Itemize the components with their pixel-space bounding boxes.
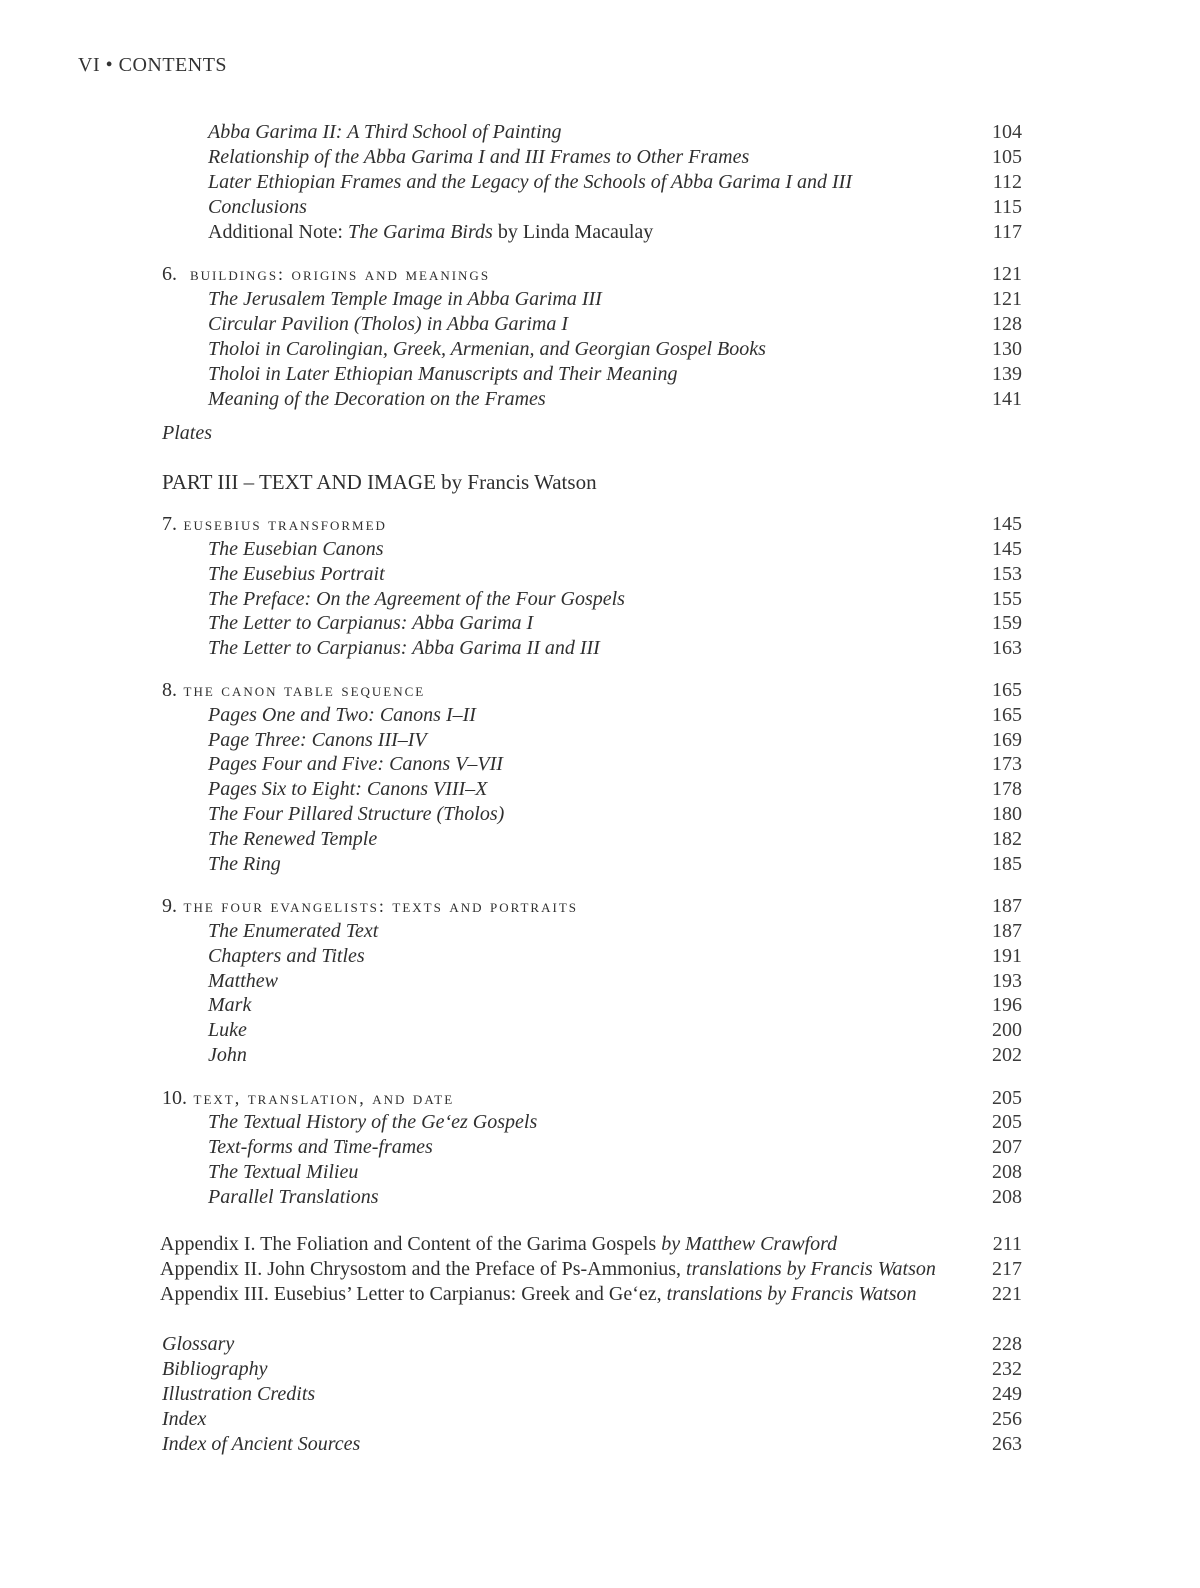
toc-entry-title: Pages Six to Eight: Canons VIII–X <box>208 778 488 800</box>
toc-entry-page: 208 <box>992 1161 1022 1183</box>
note-title: The Garima Birds <box>347 221 493 243</box>
back-matter-entry <box>0 1432 1200 1457</box>
toc-entry-page: 221 <box>992 1283 1022 1305</box>
toc-entry-page: 105 <box>992 146 1022 168</box>
toc-entry-page: 180 <box>992 803 1022 825</box>
toc-entry <box>0 362 1200 387</box>
toc-entry-page: 165 <box>992 704 1022 726</box>
toc-entry <box>0 777 1200 802</box>
toc-entry-page: 232 <box>992 1358 1022 1380</box>
toc-entry-title: The Jerusalem Temple Image in Abba Garima III <box>208 288 602 310</box>
toc-entry-page: 145 <box>992 538 1022 560</box>
chapter-page: 165 <box>992 679 1022 701</box>
appendix-text: Appendix III. Eusebius’ Letter to Carpianus: Greek and Ge‘ez, <box>160 1283 667 1305</box>
toc-entry-page: 182 <box>992 828 1022 850</box>
toc-entry <box>0 728 1200 753</box>
chapter-title: text, translation, and date <box>193 1088 455 1108</box>
toc-entry-page: 115 <box>992 196 1022 218</box>
appendix-author: translations by Francis Watson <box>666 1283 917 1305</box>
toc-entry-page: 207 <box>992 1136 1022 1158</box>
toc-entry-title: Chapters and Titles <box>208 945 365 967</box>
toc-entry <box>0 145 1200 170</box>
chapter-page: 205 <box>992 1087 1022 1109</box>
toc-entry-page: 121 <box>992 288 1022 310</box>
chapter-heading <box>0 1086 1200 1111</box>
toc-entry-page: 208 <box>992 1186 1022 1208</box>
toc-entry <box>0 1185 1200 1210</box>
toc-entry <box>0 919 1200 944</box>
part-author: by Francis Watson <box>435 470 597 494</box>
toc-entry <box>0 703 1200 728</box>
appendix-text: Appendix II. John Chrysostom and the Preface of Ps-Ammonius, <box>160 1258 687 1280</box>
chapter-title: eusebius transformed <box>183 514 387 534</box>
toc-entry-title: Luke <box>208 1019 247 1041</box>
toc-entry <box>0 827 1200 852</box>
toc-entry <box>0 1135 1200 1160</box>
toc-entry <box>0 1018 1200 1043</box>
back-matter-title: Illustration Credits <box>162 1383 316 1405</box>
toc-entry-title: Text-forms and Time-frames <box>208 1136 433 1158</box>
toc-entry <box>0 1160 1200 1185</box>
toc-entry-page: 130 <box>992 338 1022 360</box>
chapter-number: 6. <box>162 263 177 285</box>
toc-entry-page: 141 <box>992 388 1022 410</box>
toc-entry <box>0 195 1200 220</box>
chapter-title: buildings: origins and meanings <box>190 264 491 284</box>
chapter-number: 7. <box>162 513 177 535</box>
chapter-number: 8. <box>162 679 177 701</box>
toc-entry-title: Conclusions <box>208 196 307 218</box>
toc-entry <box>0 1110 1200 1135</box>
appendix-text: Appendix I. The Foliation and Content of the Garima Gospels <box>160 1233 662 1255</box>
back-matter-entry <box>0 1407 1200 1432</box>
chapter-number: 10. <box>162 1087 187 1109</box>
toc-entry-page: 173 <box>992 753 1022 775</box>
toc-entry-page: 139 <box>992 363 1022 385</box>
toc-entry-title: The Enumerated Text <box>208 920 379 942</box>
toc-entry-page: 185 <box>992 853 1022 875</box>
toc-entry-title: The Letter to Carpianus: Abba Garima II and III <box>208 637 600 659</box>
toc-entry-page: 128 <box>992 313 1022 335</box>
note-prefix: Additional Note: <box>208 221 348 243</box>
toc-entry-page: 191 <box>992 945 1022 967</box>
toc-entry-page: 196 <box>992 994 1022 1016</box>
toc-entry-title: The Eusebian Canons <box>208 538 384 560</box>
note-suffix: by Linda Macaulay <box>492 221 654 243</box>
toc-entry <box>0 969 1200 994</box>
toc-entry-page: 200 <box>992 1019 1022 1041</box>
toc-entry-title: Mark <box>208 994 252 1016</box>
toc-entry <box>0 537 1200 562</box>
toc-entry <box>0 993 1200 1018</box>
back-matter-entry <box>0 1382 1200 1407</box>
toc-entry <box>0 802 1200 827</box>
toc-entry-title: Abba Garima II: A Third School of Painting <box>208 121 562 143</box>
toc-entry-page: 155 <box>992 588 1022 610</box>
toc-entry-page: 263 <box>992 1433 1022 1455</box>
chapter-page: 187 <box>992 895 1022 917</box>
toc-entry <box>0 944 1200 969</box>
toc-entry-page: 178 <box>992 778 1022 800</box>
toc-entry-additional-note <box>0 220 1200 245</box>
back-matter-title: Index <box>162 1408 207 1430</box>
appendix-entry <box>0 1282 1200 1307</box>
chapter-page: 145 <box>992 513 1022 535</box>
toc-entry <box>0 852 1200 877</box>
toc-entry <box>0 752 1200 777</box>
toc-entry-page: 159 <box>992 612 1022 634</box>
chapter-title: the four evangelists: texts and portraits <box>183 896 578 916</box>
toc-entry <box>0 636 1200 661</box>
running-header: VI • CONTENTS <box>78 54 228 76</box>
back-matter-entry <box>0 1357 1200 1382</box>
plates-title: Plates <box>162 422 212 444</box>
toc-entry-title: Parallel Translations <box>208 1186 379 1208</box>
toc-entry-page: 256 <box>992 1408 1022 1430</box>
toc-entry-title: The Textual Milieu <box>208 1161 359 1183</box>
toc-entry-page: 112 <box>992 171 1022 193</box>
toc-entry-page: 205 <box>992 1111 1022 1133</box>
toc-entry-page: 249 <box>992 1383 1022 1405</box>
toc-entry <box>0 312 1200 337</box>
back-matter-title: Index of Ancient Sources <box>162 1433 361 1455</box>
toc-entry-title: Matthew <box>208 970 278 992</box>
back-matter-title: Bibliography <box>162 1358 268 1380</box>
toc-entry <box>0 587 1200 612</box>
toc-entry-page: 153 <box>992 563 1022 585</box>
chapter-heading <box>0 894 1200 919</box>
toc-entry <box>0 387 1200 412</box>
chapter-heading <box>0 512 1200 537</box>
toc-entry <box>0 1043 1200 1068</box>
toc-entry <box>0 120 1200 145</box>
toc-entry <box>0 611 1200 636</box>
toc-entry-title: The Letter to Carpianus: Abba Garima I <box>208 612 534 634</box>
toc-entry <box>0 287 1200 312</box>
toc-entry-title: Tholoi in Carolingian, Greek, Armenian, and Georgian Gospel Books <box>208 338 766 360</box>
toc-entry-title: The Eusebius Portrait <box>208 563 385 585</box>
toc-entry-page: 193 <box>992 970 1022 992</box>
toc-entry-page: 202 <box>992 1044 1022 1066</box>
toc-entry-title: Tholoi in Later Ethiopian Manuscripts and Their Meaning <box>208 363 678 385</box>
part-heading <box>0 470 1200 495</box>
chapter-heading <box>0 678 1200 703</box>
appendix-entry <box>0 1257 1200 1282</box>
appendix-entry <box>0 1232 1200 1257</box>
chapter-page: 121 <box>992 263 1022 285</box>
toc-entry-title: The Renewed Temple <box>208 828 378 850</box>
chapter-number: 9. <box>162 895 177 917</box>
back-matter-title: Glossary <box>162 1333 235 1355</box>
toc-entry-page: 169 <box>992 729 1022 751</box>
toc-entry-title: Meaning of the Decoration on the Frames <box>208 388 546 410</box>
chapter-title: the canon table sequence <box>183 680 426 700</box>
back-matter-entry <box>0 1332 1200 1357</box>
chapter-heading <box>0 262 1200 287</box>
appendix-author: translations by Francis Watson <box>686 1258 936 1280</box>
toc-entry-page: 211 <box>992 1233 1022 1255</box>
toc-entry-title: The Textual History of the Ge‘ez Gospels <box>208 1111 538 1133</box>
toc-entry-page: 217 <box>992 1258 1022 1280</box>
toc-entry-page: 187 <box>992 920 1022 942</box>
toc-entry-title: Pages Four and Five: Canons V–VII <box>208 753 503 775</box>
toc-entry-page: 163 <box>992 637 1022 659</box>
toc-entry-title: Relationship of the Abba Garima I and III Frames to Other Frames <box>208 146 750 168</box>
plates-entry <box>0 421 1200 446</box>
toc-entry-page: 228 <box>992 1333 1022 1355</box>
toc-entry-title: The Ring <box>208 853 281 875</box>
toc-entry <box>0 170 1200 195</box>
toc-entry-title: Circular Pavilion (Tholos) in Abba Garima I <box>208 313 568 335</box>
toc-entry-page: 104 <box>992 121 1022 143</box>
toc-entry-page: 117 <box>992 221 1022 243</box>
toc-entry-title: The Preface: On the Agreement of the Four Gospels <box>208 588 625 610</box>
appendix-author: by Matthew Crawford <box>661 1233 838 1255</box>
toc-entry-title: Pages One and Two: Canons I–II <box>208 704 476 726</box>
toc-entry-title: Later Ethiopian Frames and the Legacy of the Schools of Abba Garima I and III <box>208 171 853 193</box>
toc-entry-title: John <box>208 1044 247 1066</box>
toc-entry-title: Page Three: Canons III–IV <box>208 729 427 751</box>
toc-entry <box>0 562 1200 587</box>
toc-entry <box>0 337 1200 362</box>
toc-entry-title: The Four Pillared Structure (Tholos) <box>208 803 505 825</box>
part-title: PART III – TEXT AND IMAGE <box>162 470 436 494</box>
